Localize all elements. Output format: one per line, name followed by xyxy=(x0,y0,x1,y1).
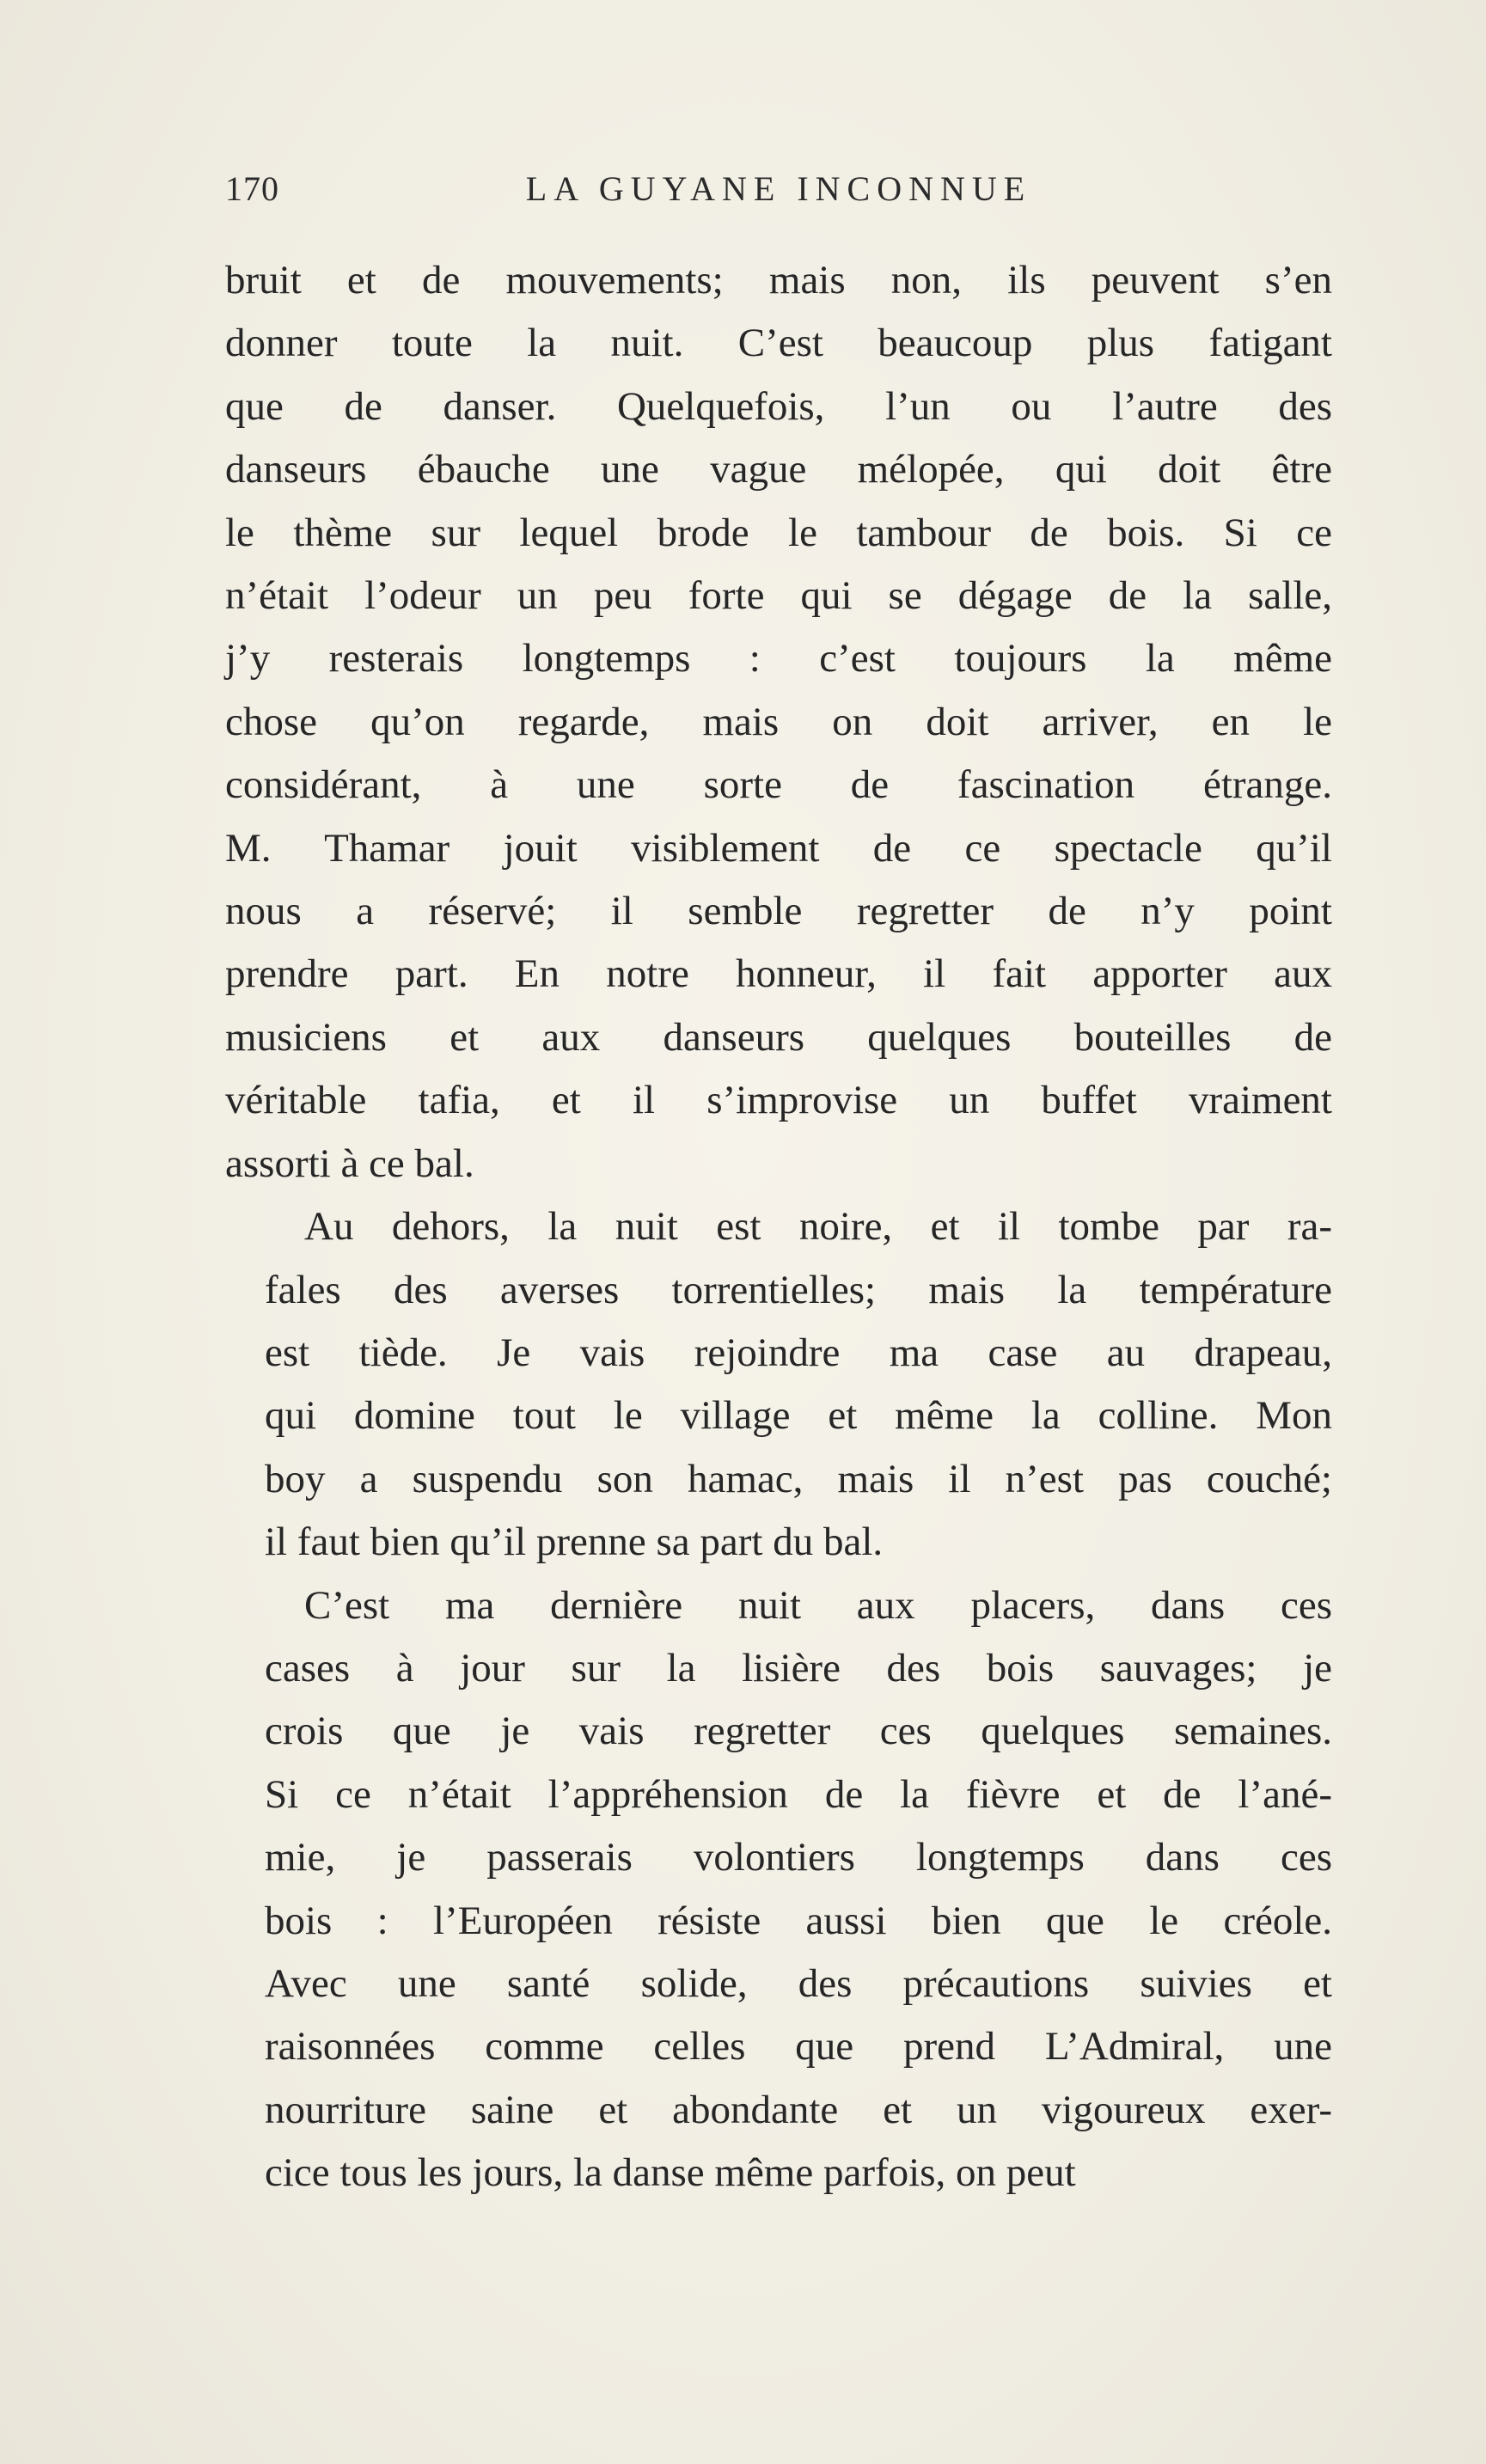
text-line: nous a réservé; il semble regretter de n’y point xyxy=(225,889,1332,934)
text-line: n’était l’odeur un peu forte qui se dégage de la salle, xyxy=(225,573,1332,619)
page-number: 170 xyxy=(225,169,279,208)
text-line: cice tous les jours, la danse même parfois, on peut xyxy=(265,2150,1076,2196)
text-line: le thème sur lequel brode le tambour de bois. Si ce xyxy=(225,510,1332,555)
text-line: qui domine tout le village et même la colline. Mon xyxy=(265,1393,1332,1439)
text-line: cases à jour sur la lisière des bois sauvages; je xyxy=(265,1645,1332,1691)
text-line: assorti à ce bal. xyxy=(225,1140,474,1186)
text-line: crois que je vais regretter ces quelques semaines. xyxy=(265,1709,1332,1754)
text-line: M. Thamar jouit visiblement de ce spectacle qu’il xyxy=(225,825,1332,871)
text-line: Avec une santé solide, des précautions suivies et xyxy=(265,1960,1332,2006)
text-line: danseurs ébauche une vague mélopée, qui doit être xyxy=(225,447,1332,492)
text-line: j’y resterais longtemps : c’est toujours la même xyxy=(225,636,1332,682)
text-line: boy a suspendu son hamac, mais il n’est pas couché; xyxy=(265,1456,1332,1501)
text-line: C’est ma dernière nuit aux placers, dans ces xyxy=(304,1582,1332,1628)
text-line: raisonnées comme celles que prend L’Admiral, une xyxy=(265,2024,1332,2070)
paragraph xyxy=(225,1574,1332,2205)
text-line: musiciens et aux danseurs quelques bouteilles de xyxy=(225,1014,1332,1060)
text-line: bois : l’Européen résiste aussi bien que le créole. xyxy=(265,1898,1332,1943)
running-title: LA GUYANE INCONNUE xyxy=(525,169,1032,208)
text-line: prendre part. En notre honneur, il fait apporter aux xyxy=(225,951,1332,997)
text-line: véritable tafia, et il s’improvise un buffet vraiment xyxy=(225,1078,1332,1123)
text-line: mie, je passerais volontiers longtemps dans ces xyxy=(265,1835,1332,1880)
text-line: est tiède. Je vais rejoindre ma case au drapeau, xyxy=(265,1330,1332,1375)
text-line: donner toute la nuit. C’est beaucoup plus fatigant xyxy=(225,321,1332,366)
paragraph xyxy=(225,1195,1332,1574)
text-line: fales des averses torrentielles; mais la température xyxy=(265,1267,1332,1312)
paragraph xyxy=(225,249,1332,1195)
text-line: bruit et de mouvements; mais non, ils peuvent s’en xyxy=(225,258,1332,303)
text-line: que de danser. Quelquefois, l’un ou l’autre des xyxy=(225,383,1332,429)
text-line: chose qu’on regarde, mais on doit arriver, en le xyxy=(225,699,1332,744)
body-text xyxy=(225,249,1332,2205)
text-line: nourriture saine et abondante et un vigoureux exer- xyxy=(265,2087,1332,2132)
text-line: considérant, à une sorte de fascination étrange. xyxy=(225,762,1332,808)
text-line: Au dehors, la nuit est noire, et il tombe par ra- xyxy=(304,1204,1332,1250)
text-line: Si ce n’était l’appréhension de la fièvre et de l’ané- xyxy=(265,1771,1332,1817)
text-line: il faut bien qu’il prenne sa part du bal. xyxy=(265,1519,884,1565)
page-header xyxy=(225,168,1332,220)
